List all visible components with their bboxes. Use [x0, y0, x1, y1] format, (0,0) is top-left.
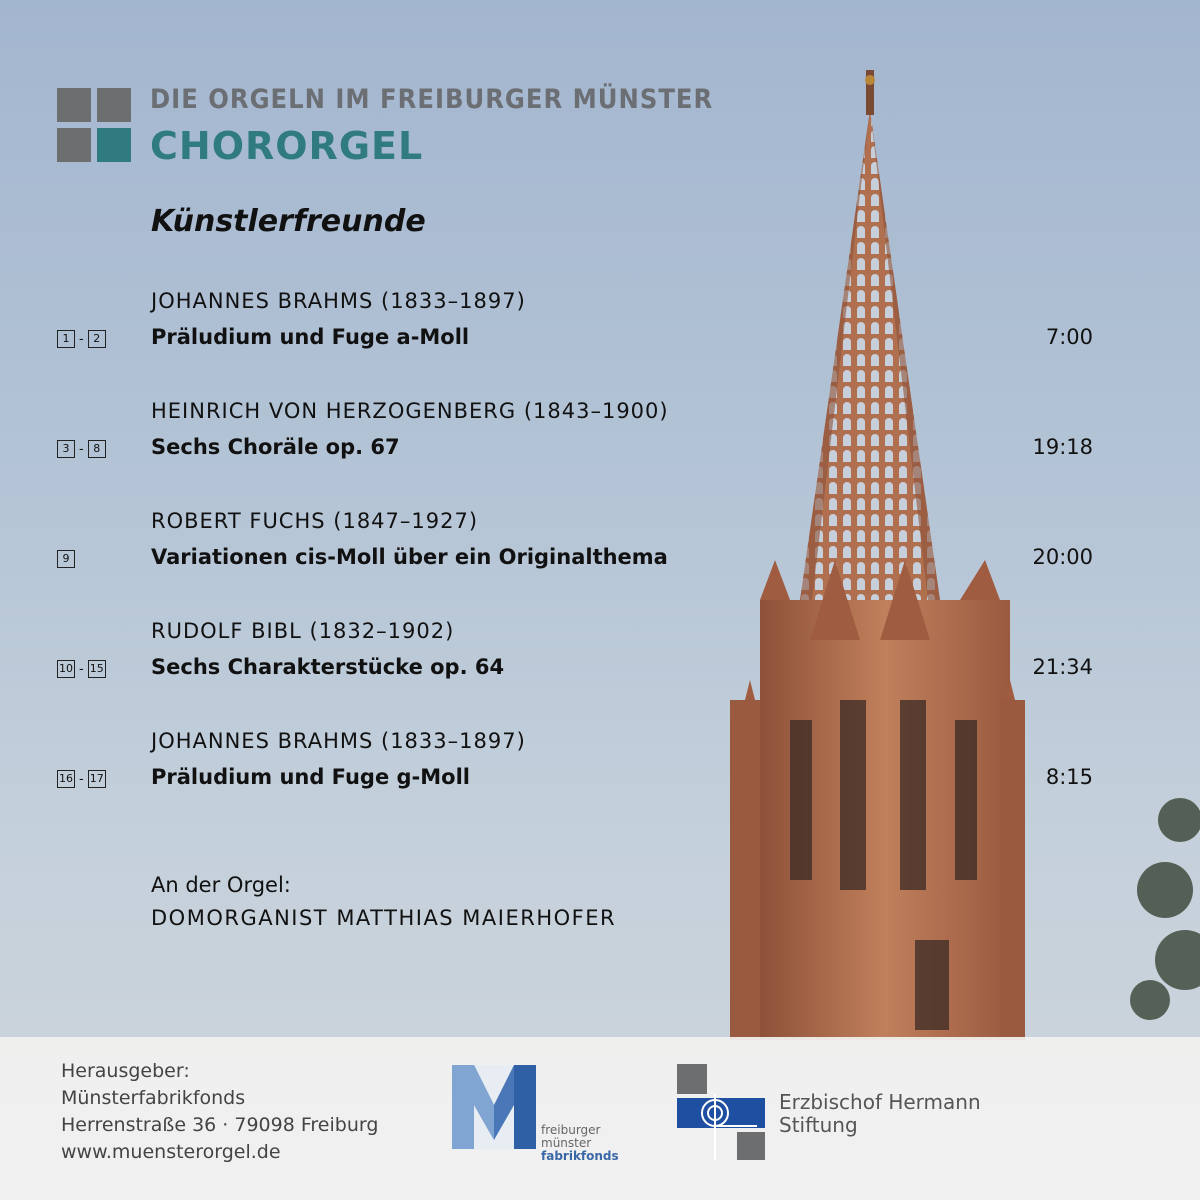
publisher-line: Herausgeber: [61, 1060, 190, 1082]
fabrikfonds-logo-text: münster [541, 1136, 592, 1150]
composer-name: HEINRICH VON HERZOGENBERG (1843–1900) [151, 399, 669, 423]
duration: 20:00 [1032, 545, 1093, 569]
logo-square [57, 128, 91, 162]
logo-square-teal [97, 128, 131, 162]
track-numbers [57, 660, 106, 678]
performer-name: DOMORGANIST MATTHIAS MAIERHOFER [151, 906, 617, 930]
series-logo [57, 88, 131, 162]
track-separator: - [79, 771, 84, 787]
logo-square [57, 88, 91, 122]
series-title: DIE ORGELN IM FREIBURGER MÜNSTER [150, 84, 714, 115]
track-box: 2 [88, 330, 106, 348]
track-numbers [57, 330, 106, 348]
logo-square [97, 88, 131, 122]
track-box: 10 [57, 660, 75, 678]
work-title: Präludium und Fuge a-Moll [151, 325, 470, 349]
track-separator: - [79, 331, 84, 347]
composer-name: ROBERT FUCHS (1847–1927) [151, 509, 479, 533]
composer-name: RUDOLF BIBL (1832–1902) [151, 619, 455, 643]
track-box: 17 [88, 770, 106, 788]
track-box: 1 [57, 330, 75, 348]
duration: 8:15 [1045, 765, 1093, 789]
work-title: Sechs Charakterstücke op. 64 [151, 655, 505, 679]
track-numbers [57, 440, 106, 458]
fabrikfonds-logo-text: freiburger [541, 1123, 601, 1137]
track-box: 16 [57, 770, 75, 788]
publisher-line: Münsterfabrikfonds [61, 1087, 246, 1109]
track-separator: - [79, 661, 84, 677]
work-title: Sechs Choräle op. 67 [151, 435, 400, 459]
fabrikfonds-logo-text: fabrikfonds [541, 1149, 619, 1163]
composer-name: JOHANNES BRAHMS (1833–1897) [151, 289, 526, 313]
track-box: 15 [88, 660, 106, 678]
track-separator: - [79, 441, 84, 457]
organ-title: CHORORGEL [150, 124, 424, 168]
work-title: Variationen cis-Moll über ein Originalthema [151, 545, 668, 569]
foundation-logo-icon [677, 1064, 767, 1160]
duration: 21:34 [1032, 655, 1093, 679]
foundation-name: Stiftung [779, 1113, 858, 1137]
composer-name: JOHANNES BRAHMS (1833–1897) [151, 729, 526, 753]
foundation-name: Erzbischof Hermann [779, 1090, 981, 1114]
album-title: Künstlerfreunde [151, 204, 426, 239]
performer-label: An der Orgel: [151, 873, 291, 897]
work-title: Präludium und Fuge g-Moll [151, 765, 470, 789]
track-numbers [57, 550, 75, 568]
track-box: 3 [57, 440, 75, 458]
duration: 19:18 [1032, 435, 1093, 459]
track-numbers [57, 770, 106, 788]
fabrikfonds-logo-icon [452, 1065, 536, 1149]
duration: 7:00 [1045, 325, 1093, 349]
publisher-url[interactable]: www.muensterorgel.de [61, 1141, 281, 1163]
publisher-line: Herrenstraße 36 · 79098 Freiburg [61, 1114, 379, 1136]
track-box: 9 [57, 550, 75, 568]
track-box: 8 [88, 440, 106, 458]
